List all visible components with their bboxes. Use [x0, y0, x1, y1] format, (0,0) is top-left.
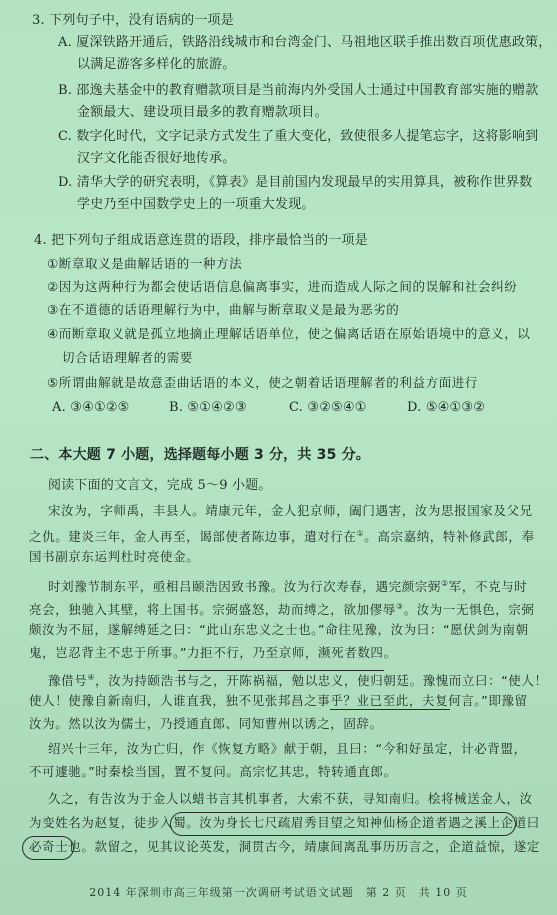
passage-p5-line2: 为变姓名为赵复，徒步入蜀。汝为身长七尺疏眉秀目望之知神仙杨企道者遇之溪上企道曰 [29, 815, 540, 830]
passage-p2-line4: 鬼，岂忍背主不忠于所事。”力拒不行，乃至京师，濒死者数四。 [29, 645, 397, 660]
q3-option-a-line2: 以满足游客多样化的旅游。 [77, 57, 236, 72]
passage-p2-line1 [48, 576, 527, 595]
passage-p3-line2: 使人！使豫自新南归，人谁直我，独不见张邦昌之事乎？业已至此，夫复何言。”即豫留 [29, 693, 528, 708]
passage-p2-line1-tail: 军，不克与时 [448, 579, 528, 595]
passage-p1-line2-tail: 。高宗嘉纳，特补修武郎，奉 [364, 529, 535, 545]
passage-p2-line2-text: 亮会，独驰入其壁，将上国书。宗弼盛怒，劫而缚之，欲加僇辱 [29, 602, 396, 618]
passage-p1-line2-text: 之仇。建炎三年，金人再至，谒部使者陈边事，遣对行在 [29, 529, 357, 545]
q4-sentence-3: ③在不道德的话语理解行为中，曲解与断章取义是最为恶劣的 [47, 302, 400, 317]
passage-p5-line1: 久之，有告汝为于金人以蜡书言其机事者，大索不获，寻知南归。桧将械送金人，汝 [48, 791, 533, 806]
passage-p2-line1-text: 时刘豫节制东平，亟相吕颐浩因致书豫。汝为行次寿春，遇完颜宗弼 [48, 579, 442, 595]
passage-p3-line3: 汝为。然以汝为儒士，乃授通直郎、同知曹州以诱之，固辞。 [29, 716, 383, 731]
page-footer: 2014 年深圳市高三年级第一次调研考试语文试题 第 2 页 共 10 页 [89, 886, 468, 899]
passage-p5-line3: 必奇士也。款留之，见其议论英发，洞贯古今，靖康间离乱事历历言之，企道益惊，遂定 [29, 839, 540, 854]
q3-option-b-line1: B. 邵逸夫基金中的教育赠款项目是当前海内外受国人士通过中国教育部实施的赠款 [58, 83, 539, 98]
passage-p1-line1: 宋汝为，字师禹，丰县人。靖康元年，金人犯京师，阖门遇害，汝为思报国家及父兄 [48, 503, 533, 518]
q4-sentence-4-line2: 切合话语理解者的需要 [62, 350, 194, 365]
q4-sentence-5: ⑤所谓曲解就是故意歪曲话语的本义，使之朝着话语理解者的利益方面进行 [47, 375, 479, 390]
q4-stem: 4. 把下列句子组成语意连贯的语段，排序最恰当的一项是 [34, 233, 368, 248]
passage-p3-line1-text: 豫借号 [48, 673, 88, 689]
q3-option-a-line1: A. 厦深铁路开通后，铁路沿线城市和台湾金门、马祖地区联手推出数百项优惠政策， [58, 35, 552, 50]
footnote-marker-2: ② [441, 579, 449, 588]
footnote-marker-4: ④ [87, 673, 96, 682]
q4-option-c: C. ③②⑤④① [289, 400, 367, 415]
passage-p2-line3: 颇汝为不屈，遂解缚延之曰：“此山东忠义之士也。”命往见豫，汝为曰：“愿伏剑为南朝 [29, 622, 529, 637]
q4-sentence-2: ②因为这两种行为都会使话语信息偏离事实，进而造成人际之间的误解和社会纠纷 [47, 279, 518, 294]
pen-underline-p3-1 [178, 670, 384, 671]
q4-sentence-1: ①断章取义是曲解话语的一种方法 [47, 256, 243, 271]
q3-option-d-line2: 学史乃至中国数学史上的一项重大发现。 [77, 197, 315, 212]
passage-p3-line1-tail: ，汝为持颐浩书与之，开陈祸福，勉以忠义，使归朝廷。豫愧而立曰：“使人！ [95, 673, 548, 689]
section-2-heading: 二、本大题 7 小题，选择题每小题 3 分，共 35 分。 [30, 447, 371, 463]
q4-option-d: D. ⑤④①③② [407, 400, 486, 415]
q4-option-b: B. ⑤①④②③ [169, 400, 247, 415]
q3-option-d-line1: D. 清华大学的研究表明，《算表》是目前国内发现最早的实用算具，被称作世界数 [58, 175, 533, 190]
pen-underline-p3-2 [330, 709, 450, 710]
passage-p1-line2 [29, 526, 535, 545]
footnote-marker-3: ③ [395, 602, 404, 611]
q3-stem: 3. 下列句子中，没有语病的一项是 [32, 13, 234, 28]
q3-option-c-line2: 汉字文化能否很好地传承。 [77, 151, 236, 166]
q4-option-a: A. ③④①②⑤ [52, 400, 130, 415]
passage-p2-line2 [29, 599, 535, 618]
passage-p1-line3: 国书副京东运判杜时亮使金。 [29, 549, 200, 564]
footnote-marker-1: ① [356, 529, 365, 538]
q4-sentence-4-line1: ④而断章取义就是孤立地摘止理解话语单位，使之偏离话语在原始语境中的意义，以 [47, 326, 531, 341]
q3-option-b-line2: 金额最大、建设项目最多的教育赠款项目。 [77, 105, 328, 120]
q3-option-c-line1: C. 数字化时代，文字记录方式发生了重大变化，致使很多人提笔忘字，这将影响到 [58, 129, 539, 144]
passage-p3-line1 [48, 670, 548, 689]
passage-p4-line2: 不可遽驰。”时秦桧当国，置不复问。高宗忆其忠，特转通直郎。 [29, 764, 397, 779]
q4-options [52, 400, 485, 416]
passage-p4-line1: 绍兴十三年，汝为亡归，作《恢复方略》献于朝，且曰：“今和好虽定，计必背盟， [48, 741, 527, 756]
passage-p2-line2-tail: 。汝为一无惧色，宗弼 [403, 602, 535, 618]
section-2-intro: 阅读下面的文言文，完成 5～9 小题。 [48, 478, 272, 493]
